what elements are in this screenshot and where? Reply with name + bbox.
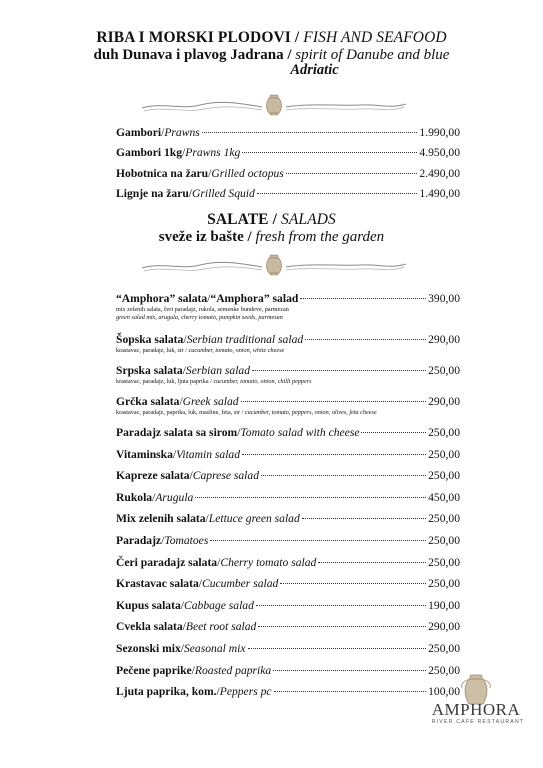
item-price: 100,00 [428, 685, 460, 699]
item-price: 250,00 [428, 534, 460, 547]
menu-item [116, 448, 460, 462]
fish-title-en: FISH AND SEAFOOD [303, 29, 447, 46]
ingredients-en-line [116, 314, 460, 322]
item-price: 250,00 [428, 447, 460, 461]
item-name-sr: Rukola [116, 490, 153, 504]
item-separator: / [152, 490, 156, 504]
item-name-en: Cabbage salad [184, 598, 254, 612]
menu-item [116, 364, 460, 378]
menu-item [116, 333, 460, 347]
item-price: 450,00 [428, 490, 460, 504]
item-separator: / [172, 447, 177, 461]
ingredients-sr: krastavac, paradajz, luk, ljuta paprika [116, 378, 209, 385]
leader-dots [361, 432, 426, 433]
item-separator: / [183, 333, 187, 346]
item-name-en: “Amphora” salad [210, 292, 299, 305]
leader-dots [252, 370, 426, 371]
ingredients-en: cucumber, tomato, peppers, onion, olives, feta cheese [244, 409, 377, 416]
item-name-en: Cherry tomato salad [220, 555, 317, 569]
item-separator: / [182, 146, 186, 159]
leader-dots [195, 497, 426, 498]
item-price: 250,00 [428, 364, 460, 377]
item-name-sr: Hobotnica na žaru [116, 167, 209, 180]
item-price: 250,00 [428, 663, 460, 677]
menu-item [116, 167, 460, 181]
ingredients-en: green salad mix, arugula, cherry tomato, pumpkin seeds, parmesan [116, 314, 283, 321]
item-name-en: Tomato salad with cheese [240, 426, 360, 439]
item-separator: / [207, 292, 211, 305]
item-name-sr: Pečene paprike [116, 663, 192, 677]
item-price: 4.950,00 [419, 146, 460, 159]
salads-subtitle-en: fresh from the garden [255, 228, 385, 245]
item-name-en: Caprese salad [192, 469, 259, 483]
item-name-sr: Ljuta paprika, kom. [116, 685, 217, 699]
menu-item [116, 685, 460, 699]
menu-item [116, 469, 460, 483]
item-separator: / [198, 577, 202, 591]
menu-item [116, 292, 460, 306]
item-name-sr: Mix zelenih salata [116, 512, 206, 526]
item-name-sr: Kupus salata [116, 598, 181, 612]
logo-tagline: RIVER CAFE RESTAURANT [431, 719, 525, 725]
amphora-wave-divider-icon [140, 94, 408, 116]
item-separator: / [205, 512, 209, 526]
item-separator: / [161, 126, 165, 139]
leader-dots [242, 454, 426, 455]
ingredients-en: cucumber, tomato, onion, chilli peppers [213, 378, 312, 385]
item-name-en: Seasonal mix [183, 642, 246, 655]
menu-item [116, 126, 460, 140]
ingredients-line: krastavac, paradajz, luk, ljuta paprika / cucumber, tomato, onion, chilli peppers [116, 378, 312, 385]
leader-dots [256, 605, 426, 606]
menu-item [116, 512, 460, 526]
item-name-sr: Krastavac salata [116, 577, 199, 591]
leader-dots [302, 518, 426, 519]
item-name-sr: Cvekla salata [116, 620, 183, 634]
salads-subtitle-sr: sveže iz bašte / [158, 228, 256, 245]
item-name-en: Tomatoes [164, 534, 209, 547]
item-separator: / [188, 187, 193, 200]
item-price: 250,00 [428, 555, 460, 569]
menu-item [116, 491, 460, 505]
item-name-en: Grilled octopus [211, 167, 284, 180]
item-price: 250,00 [428, 469, 460, 483]
menu-item [116, 577, 460, 591]
item-separator: / [180, 642, 184, 655]
item-name-sr: Grčka salata [116, 395, 180, 408]
item-price: 1.490,00 [419, 187, 460, 200]
item-separator: / [182, 364, 186, 377]
item-separator: / [180, 598, 184, 612]
item-name-en: Prawns [164, 126, 200, 139]
item-separator: / [208, 167, 212, 180]
leader-dots [257, 193, 418, 194]
item-price: 2.490,00 [419, 167, 460, 180]
item-name-en: Beet root salad [185, 620, 257, 634]
fish-subtitle-en: spirit of Danube and blue [295, 46, 450, 63]
item-name-sr: Čeri paradajz salata [116, 555, 218, 569]
item-name-en: Greek salad [182, 395, 239, 408]
item-name-sr: Gambori 1kg [116, 146, 183, 159]
ingredients-sr: krastavac, paradajz, luk, sir [116, 347, 184, 354]
menu-item [116, 556, 460, 570]
item-name-en: Vitamin salad [176, 447, 241, 461]
leader-dots [305, 339, 426, 340]
item-separator: / [182, 620, 186, 634]
item-name-en: Serbian salad [185, 364, 251, 377]
salads-title-sr: SALATE / [207, 211, 281, 228]
item-separator: / [179, 395, 183, 408]
leader-dots [280, 583, 426, 584]
item-name-sr: Paradajz salata sa sirom [116, 426, 238, 439]
item-name-en: Serbian traditional salad [186, 333, 304, 346]
item-name-sr: Kapreze salata [116, 469, 190, 483]
item-price: 250,00 [428, 512, 460, 526]
menu-item [116, 395, 460, 409]
item-price: 190,00 [428, 598, 460, 612]
menu-item [116, 146, 460, 160]
fish-subtitle-sr: duh Dunava i plavog Jadrana / [93, 46, 296, 63]
leader-dots [300, 298, 426, 299]
item-name-en: Roasted paprika [194, 663, 272, 677]
leader-dots [274, 691, 427, 692]
ingredients-line: krastavac, paradajz, luk, sir / cucumber, tomato, onion, white cheese [116, 347, 285, 354]
item-name-sr: Šopska salata [116, 333, 184, 346]
item-separator: / [217, 555, 221, 569]
item-price: 290,00 [428, 395, 460, 408]
item-name-en: Grilled Squid [192, 187, 255, 200]
fish-title-sr: RIBA I MORSKI PLODOVI / [96, 29, 304, 46]
item-price: 250,00 [428, 642, 460, 655]
leader-dots [258, 626, 426, 627]
item-price: 290,00 [428, 620, 460, 634]
item-separator: / [189, 469, 193, 483]
leader-dots [242, 152, 417, 153]
salads-title-en: SALADS [280, 211, 336, 228]
leader-dots [210, 540, 426, 541]
logo-wordmark: AMPHORA [431, 700, 521, 719]
item-name-sr: “Amphora” salata [116, 292, 208, 305]
item-price: 250,00 [428, 426, 460, 439]
ingredients-line: krastavac, paradajz, paprika, luk, masline, feta, sir / cucumber, tomato, peppers, onion, olives, feta cheese [116, 409, 377, 416]
leader-dots [241, 401, 427, 402]
item-separator: / [191, 663, 195, 677]
item-name-sr: Srpska salata [116, 364, 183, 377]
menu-item [116, 620, 460, 634]
item-name-en: Peppers pc [219, 685, 272, 699]
item-separator: / [161, 534, 165, 547]
menu-item [116, 599, 460, 613]
leader-dots [273, 670, 426, 671]
item-price: 250,00 [428, 577, 460, 591]
item-name-sr: Gambori [116, 126, 162, 139]
item-separator: / [237, 426, 241, 439]
ingredients-sr: krastavac, paradajz, paprika, luk, masline, feta, sir [116, 409, 241, 416]
item-price: 1.990,00 [419, 126, 460, 139]
menu-item [116, 534, 460, 548]
ingredients-sr: mix zelenih salata, čeri paradajz, rukola, semenke bundeve, parmezan [116, 306, 289, 313]
fish-section-heading [0, 30, 543, 79]
item-name-en: Cucumber salad [202, 577, 279, 591]
item-name-sr: Paradajz [116, 534, 162, 547]
menu-item [116, 664, 460, 678]
item-separator: / [216, 685, 220, 699]
item-name-sr: Sezonski mix [116, 642, 181, 655]
item-name-en: Arugula [155, 490, 194, 504]
menu-item [116, 426, 460, 440]
item-price: 290,00 [428, 333, 460, 346]
leader-dots [261, 475, 426, 476]
salads-section-heading [0, 212, 543, 245]
item-name-en: Prawns 1kg [185, 146, 241, 159]
item-name-en: Lettuce green salad [208, 512, 300, 526]
amphora-wave-divider-icon [140, 254, 408, 276]
item-name-sr: Vitaminska [116, 447, 173, 461]
menu-item [116, 642, 460, 656]
ingredients-en: cucumber, tomato, onion, white cheese [188, 347, 285, 354]
leader-dots [318, 562, 426, 563]
leader-dots [248, 648, 427, 649]
leader-dots [202, 132, 418, 133]
item-name-sr: Lignje na žaru [116, 187, 189, 200]
amphora-logo [420, 674, 532, 730]
menu-item [116, 187, 460, 201]
fish-subtitle-en-cont: Adriatic [290, 61, 339, 78]
item-price: 390,00 [428, 292, 460, 305]
leader-dots [286, 173, 418, 174]
